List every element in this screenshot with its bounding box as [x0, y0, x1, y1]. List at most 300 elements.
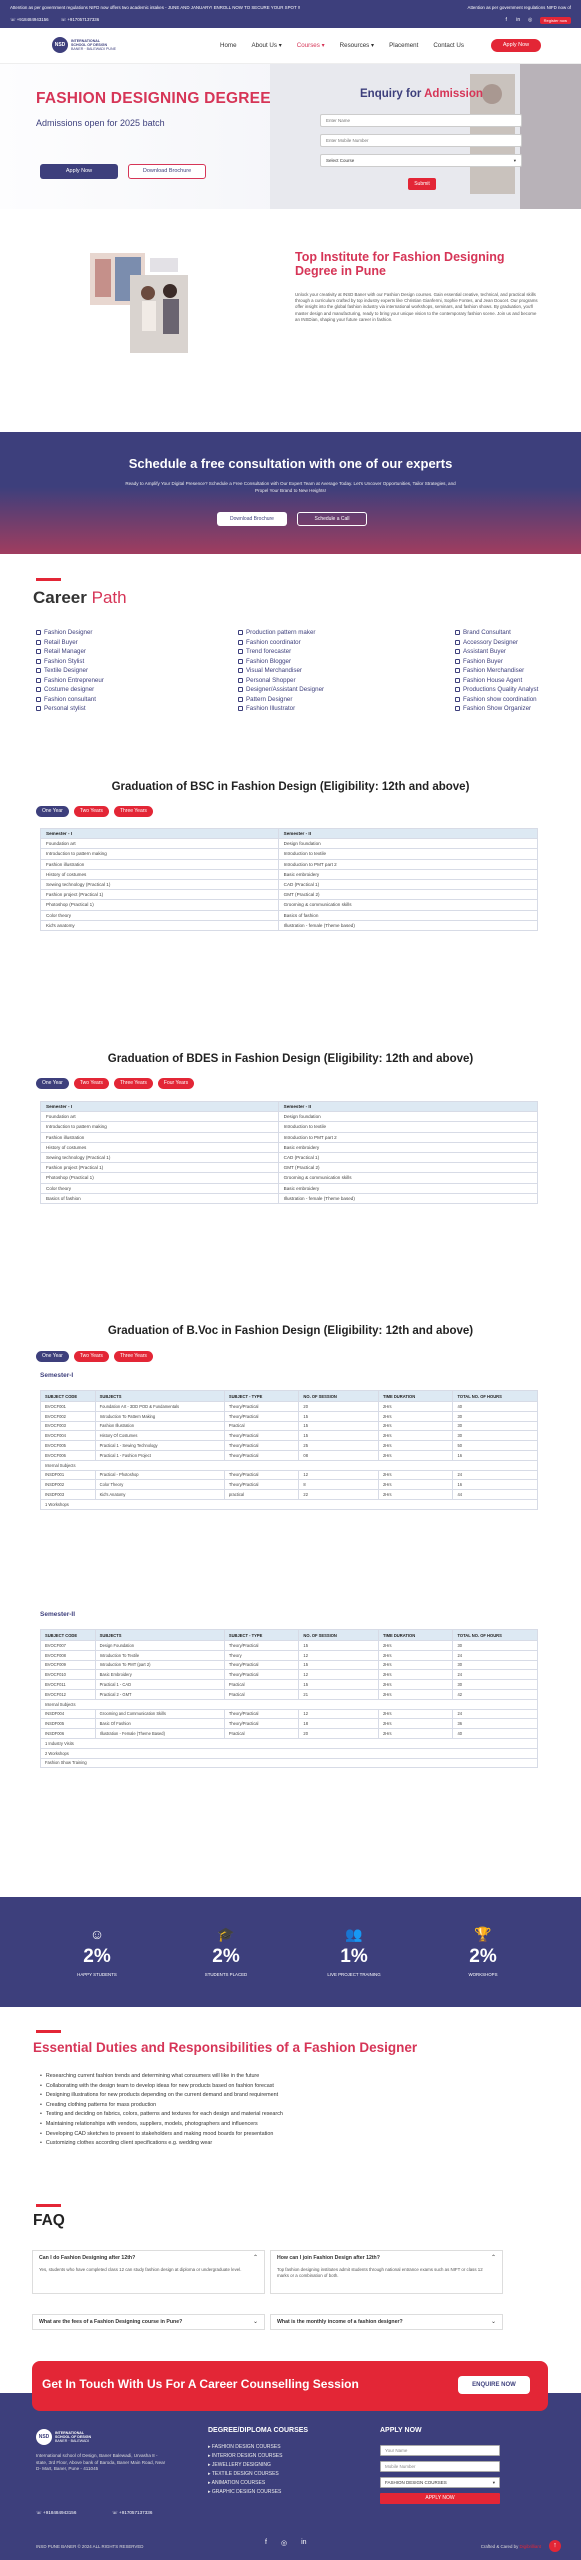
column-header: NO. OF SESSION — [299, 1391, 379, 1402]
course-select[interactable]: Select Course ▾ — [320, 154, 522, 167]
table-row — [41, 1402, 538, 1412]
table-cell: 1 Industry Visits — [41, 1738, 538, 1748]
table-cell: BVOCF001 — [41, 1402, 96, 1412]
table-row — [41, 1450, 538, 1460]
footer-apply-button[interactable]: APPLY NOW — [380, 2493, 500, 2504]
bvoc-semester-2-table — [40, 1629, 538, 1768]
main-nav — [0, 28, 581, 64]
table-cell: 30 — [453, 1411, 538, 1421]
table-row — [41, 1480, 538, 1490]
chevron-down-icon: ▾ — [513, 158, 516, 163]
career-item — [455, 676, 538, 686]
table-cell: Grooming and Communication Skills — [95, 1709, 224, 1719]
download-brochure-button[interactable]: Download Brochure — [128, 164, 206, 179]
faq-item-1[interactable]: Can I do Fashion Designing after 12th? ⌃ Yes, students who have completed class 12 can study fashion design at diploma or undergraduate level. — [32, 2250, 265, 2294]
career-item-label: Pattern Designer — [246, 695, 293, 703]
faq-item-4[interactable]: What is the monthly income of a fashion designer? ⌄ — [270, 2314, 503, 2330]
chevron-down-icon: ⌄ — [490, 2319, 496, 2325]
checkbox-icon — [238, 668, 243, 673]
table-cell: Theory/Practical — [224, 1441, 299, 1451]
table-cell: Basics of fashion — [41, 1193, 279, 1203]
table-cell: 25 — [299, 1441, 379, 1451]
table-cell: INSDF001 — [41, 1470, 96, 1480]
schedule-call-button[interactable]: Schedule a Call — [297, 512, 367, 526]
career-item-label: Textile Designer — [44, 667, 89, 674]
footer-phone-2[interactable]: ☏ +917057137336 — [112, 2510, 153, 2515]
career-item-label: Fashion House Agent — [463, 676, 523, 684]
tab-three-years[interactable]: Three Years — [114, 1351, 153, 1362]
footer-address: International school of Design, Baner Balewadi, Urvasha 8 - state, 3rd Floor, Above bank of Baroda, Baner Main Road, Near D- Mart, Baner, Pune - 411045 — [36, 2453, 166, 2472]
table-cell: Theory/Practical — [224, 1402, 299, 1412]
mobile-input[interactable] — [320, 134, 522, 147]
table-row — [41, 1411, 538, 1421]
table-row — [41, 920, 538, 930]
table-cell: 18 — [299, 1719, 379, 1729]
table-row — [41, 910, 538, 920]
table-cell: 2Hrs — [378, 1709, 453, 1719]
column-header: TIME DURATION — [378, 1630, 453, 1641]
table-cell: BVOCF012 — [41, 1689, 96, 1699]
table-cell: 2 Workshops — [41, 1748, 538, 1758]
hero-title: FASHION DESIGNING DEGREE — [36, 90, 271, 107]
career-item — [238, 657, 324, 667]
table-row — [41, 1142, 538, 1152]
table-row — [41, 1163, 538, 1173]
career-item-label: Fashion Blogger — [246, 657, 292, 665]
checkbox-icon — [455, 649, 460, 654]
career-item — [36, 685, 104, 695]
table-cell: BVOCF011 — [41, 1680, 96, 1690]
career-item — [36, 666, 104, 676]
section-accent-bar — [36, 2204, 61, 2207]
table-cell: History of costumes — [41, 1142, 279, 1152]
table-cell: 24 — [453, 1470, 538, 1480]
bvoc-title: Graduation of B.Voc in Fashion Design (Eligibility: 12th and above) — [107, 1325, 474, 1337]
table-row — [41, 1132, 538, 1142]
table-row — [41, 1193, 538, 1203]
table-cell: INSDF005 — [41, 1719, 96, 1729]
table-cell: Kid's anatomy — [41, 920, 279, 930]
table-cell: 22 — [299, 1490, 379, 1500]
career-column-1 — [36, 628, 104, 714]
table-cell: 15 — [299, 1660, 379, 1670]
table-cell: Introduction To PMT (part 2) — [95, 1660, 224, 1670]
table-cell: INSDF004 — [41, 1709, 96, 1719]
list-item: • Testing and deciding on fabrics, colors, patterns and textures for each design and material research — [40, 2110, 283, 2120]
footer-course-label: JEWELLERY DESIGNING — [211, 2462, 271, 2468]
table-cell: 2Hrs — [378, 1441, 453, 1451]
chevron-up-icon: ⌃ — [252, 2255, 258, 2261]
table-row — [41, 1460, 538, 1470]
column-header: SUBJECT CODE — [41, 1391, 96, 1402]
tab-two-years[interactable]: Two Years — [74, 1351, 109, 1362]
tab-three-years[interactable]: Three Years — [114, 806, 153, 817]
nav-contact-us[interactable]: Contact Us — [433, 42, 464, 49]
bsc-table — [40, 828, 538, 931]
column-header: SUBJECTS — [95, 1630, 224, 1641]
semester-2-label: Semester-II — [40, 1611, 76, 1618]
table-cell: Grooming & communication skills — [278, 900, 537, 910]
checkbox-icon — [36, 697, 41, 702]
checkbox-icon — [455, 659, 460, 664]
bdes-table — [40, 1101, 538, 1204]
checkbox-icon — [455, 687, 460, 692]
about-title: Top Institute for Fashion Designing Degree in Pune — [295, 250, 505, 278]
table-cell: 30 — [453, 1641, 538, 1651]
table-cell: 30 — [453, 1680, 538, 1690]
table-cell: Practical 1 - Fashion Project — [95, 1450, 224, 1460]
instagram-icon[interactable]: ◎ — [527, 16, 533, 23]
table-row — [41, 1660, 538, 1670]
table-row — [41, 859, 538, 869]
announcement-text: Attention as per government regulations NIFD now offers two academic intakes - JUNE AND JANUARY! ENROLL NOW TO SECURE YOUR SPOT !! — [10, 4, 301, 10]
announcement-row — [10, 4, 571, 10]
checkbox-icon — [238, 659, 243, 664]
table-cell: Practical — [224, 1680, 299, 1690]
checkbox-icon — [238, 649, 243, 654]
table-cell: Theory/Practical — [224, 1709, 299, 1719]
career-item — [36, 704, 104, 714]
hero-apply-button[interactable]: Apply Now — [40, 164, 118, 179]
footer-course-label: INTERIOR DESIGN COURSES — [211, 2453, 283, 2459]
career-item — [238, 638, 324, 648]
table-row — [41, 1173, 538, 1183]
career-item — [455, 628, 538, 638]
column-header: Semester - I — [41, 829, 279, 839]
table-cell: GMT (Practical 2) — [278, 1163, 537, 1173]
table-cell: Basic embroidery — [278, 1183, 537, 1193]
nav-placement[interactable]: Placement — [389, 42, 419, 49]
table-cell: 2Hrs — [378, 1450, 453, 1460]
career-column-2 — [238, 628, 324, 714]
checkbox-icon — [455, 678, 460, 683]
career-item-label: Fashion Buyer — [463, 657, 503, 665]
enquiry-title: Enquiry for Admission — [360, 88, 483, 100]
instagram-icon[interactable]: ◎ — [280, 2540, 288, 2547]
footer-course-link[interactable]: ▸ INTERIOR DESIGN COURSES — [208, 2453, 283, 2459]
checkbox-icon — [238, 630, 243, 635]
career-item-label: Retail Manager — [44, 648, 86, 655]
career-item — [455, 685, 538, 695]
career-item-label: Personal Shopper — [246, 676, 296, 684]
table-cell: Theory/Practical — [224, 1660, 299, 1670]
table-cell: 2Hrs — [378, 1660, 453, 1670]
scroll-to-top-icon[interactable]: ↑ — [549, 2540, 561, 2552]
table-cell: CAD (Practical 1) — [278, 879, 537, 889]
table-cell: Photoshop (Practical 1) — [41, 900, 279, 910]
footer-logo[interactable]: NSD INTERNATIONAL SCHOOL OF DESIGN BANER · BALEWADI — [36, 2429, 91, 2445]
career-item-label: Accessory Designer — [463, 638, 519, 646]
table-cell: BVOCF008 — [41, 1650, 96, 1660]
career-item-label: Fashion Illustrator — [246, 705, 296, 712]
footer-course-link[interactable]: ▸ ANIMATION COURSES — [208, 2480, 266, 2486]
table-cell: 44 — [453, 1490, 538, 1500]
footer-course-label: ANIMATION COURSES — [211, 2480, 266, 2486]
table-cell: 12 — [299, 1670, 379, 1680]
tab-one-year[interactable]: One Year — [36, 806, 69, 817]
facebook-icon[interactable]: f — [505, 16, 507, 23]
faq-item-3[interactable]: What are the fees of a Fashion Designing course in Pune? ⌄ — [32, 2314, 265, 2330]
career-item-label: Productions Quality Analyst — [463, 686, 539, 693]
phone-link-1[interactable]: ☏ +918484943156 — [10, 17, 49, 22]
table-cell: BVOCF003 — [41, 1421, 96, 1431]
career-item — [455, 657, 538, 667]
footer-course-link[interactable]: ▸ GRAPHIC DESIGN COURSES — [208, 2489, 282, 2495]
footer-apply-title: APPLY NOW — [380, 2427, 422, 2434]
table-cell: 2Hrs — [378, 1490, 453, 1500]
nav-courses[interactable]: Courses ▾ — [296, 42, 325, 49]
table-cell: 50 — [453, 1441, 538, 1451]
column-header: Semester - II — [278, 1102, 537, 1112]
column-header: NO. OF SESSION — [299, 1630, 379, 1641]
table-row — [41, 849, 538, 859]
table-cell: 30 — [453, 1431, 538, 1441]
career-item-label: Fashion coordinator — [246, 638, 301, 646]
table-cell: Theory/Practical — [224, 1719, 299, 1729]
table-cell: Fashion project (Practical 1) — [41, 1163, 279, 1173]
list-item: • Creating clothing patterns for mass production — [40, 2101, 283, 2111]
table-cell: Internal Subjects — [41, 1699, 538, 1709]
table-cell: Practical 1 - CAD — [95, 1680, 224, 1690]
career-item — [36, 647, 104, 657]
nav-home[interactable]: Home — [220, 42, 237, 49]
table-cell: Fashion Illustration — [95, 1421, 224, 1431]
checkbox-icon — [238, 687, 243, 692]
table-cell: Introduction To Pattern Making — [95, 1411, 224, 1421]
table-cell: Practical — [224, 1729, 299, 1739]
footer-phone-1[interactable]: ☏ +918484943156 — [36, 2510, 77, 2515]
career-item-label: Designer/Assistant Designer — [246, 686, 325, 693]
apply-now-button[interactable]: Apply Now — [491, 39, 541, 52]
table-cell: Design foundation — [278, 839, 537, 849]
career-item — [36, 628, 104, 638]
career-item — [238, 695, 324, 705]
tab-four-years[interactable]: Four Years — [158, 1078, 194, 1089]
table-row — [41, 1709, 538, 1719]
table-row — [41, 1441, 538, 1451]
stat-happy-students: ☺ 2% HAPPY STUDENTS — [57, 1925, 137, 1977]
checkbox-icon — [455, 697, 460, 702]
faq-item-2[interactable]: How can I join Fashion Design after 12th? ⌃ Top fashion designing institutes admit students through national entrance exams such as NIFT or class 12 marks or a combination of both. — [270, 2250, 503, 2294]
users-icon: 👥 — [345, 1926, 363, 1942]
name-input[interactable] — [320, 114, 522, 127]
table-cell: 16 — [453, 1480, 538, 1490]
site-footer — [0, 2393, 581, 2560]
table-cell: Grooming & communication skills — [278, 1173, 537, 1183]
copyright: INSD PUNE BANER © 2024 ALL RIGHTS RESERVED — [36, 2544, 144, 2549]
table-cell: 2Hrs — [378, 1431, 453, 1441]
checkbox-icon — [238, 640, 243, 645]
table-cell: practical — [224, 1490, 299, 1500]
table-row — [41, 1122, 538, 1132]
table-cell: BVOCF010 — [41, 1670, 96, 1680]
career-item-label: Fashion Designer — [44, 629, 93, 636]
chevron-down-icon: ▾ — [492, 2480, 495, 2485]
table-cell: Design foundation — [278, 1112, 537, 1122]
checkbox-icon — [36, 640, 41, 645]
table-row — [41, 879, 538, 889]
career-item-label: Production pattern maker — [246, 629, 316, 636]
table-cell: Practical 2 - GMT — [95, 1689, 224, 1699]
footer-name-input[interactable]: Your Name — [380, 2445, 500, 2456]
career-item-label: Fashion Entrepreneur — [44, 676, 104, 684]
tab-three-years[interactable]: Three Years — [114, 1078, 153, 1089]
career-item-label: Fashion Stylist — [44, 657, 85, 665]
table-cell: Kid's Anatomy — [95, 1490, 224, 1500]
table-cell: Basic embroidery — [278, 869, 537, 879]
footer-course-label: FASHION DESIGN COURSES — [211, 2444, 281, 2450]
consult-download-brochure-button[interactable]: Download Brochure — [217, 512, 287, 526]
table-cell: 21 — [299, 1689, 379, 1699]
enquiry-submit-button[interactable]: Submit — [408, 178, 436, 190]
list-item: • Developing CAD sketches to present to stakeholders and making mood boards for presentation — [40, 2130, 283, 2140]
table-cell: History of costumes — [41, 869, 279, 879]
list-item: • Collaborating with the design team to develop ideas for new products based on fashion forecast — [40, 2082, 283, 2092]
table-cell: Sewing technology (Practical 1) — [41, 1152, 279, 1162]
checkbox-icon — [238, 706, 243, 711]
site-logo[interactable]: NSD INTERNATIONAL SCHOOL OF DESIGN BANER · BALEWADI PUNE — [52, 36, 122, 54]
table-cell: 2Hrs — [378, 1650, 453, 1660]
chevron-up-icon: ⌃ — [490, 2255, 496, 2261]
bdes-year-tabs — [36, 1078, 194, 1089]
table-cell: Design Foundation — [95, 1641, 224, 1651]
semester-1-label: Semester-I — [40, 1372, 74, 1379]
trophy-icon: 🏆 — [474, 1926, 492, 1942]
table-cell: BVOCF004 — [41, 1431, 96, 1441]
career-item-label: Visual Merchandiser — [246, 667, 302, 674]
linkedin-icon[interactable]: in — [301, 2539, 307, 2546]
section-accent-bar — [36, 578, 61, 581]
table-cell: Practical - Photoshop — [95, 1470, 224, 1480]
linkedin-icon[interactable]: in — [516, 16, 521, 23]
table-row — [41, 1689, 538, 1699]
table-cell: BVOCF007 — [41, 1641, 96, 1651]
footer-courses-title: DEGREE/DIPLOMA COURSES — [208, 2427, 309, 2434]
register-now-button[interactable]: Register now — [540, 17, 571, 24]
career-item-label: Fashion show coordination — [463, 695, 537, 703]
table-cell: INSDF006 — [41, 1729, 96, 1739]
career-item — [455, 647, 538, 657]
footer-course-select[interactable]: FASHION DESIGN COURSES ▾ — [380, 2477, 500, 2488]
column-header: SUBJECTS — [95, 1391, 224, 1402]
footer-course-link[interactable]: ▸ JEWELLERY DESIGNING — [208, 2462, 271, 2468]
table-row — [41, 1748, 538, 1758]
table-cell: 2Hrs — [378, 1689, 453, 1699]
career-item — [455, 695, 538, 705]
column-header: TIME DURATION — [378, 1391, 453, 1402]
table-cell: Introduction to textile — [278, 1122, 537, 1132]
table-cell: Introduction to pattern making — [41, 1122, 279, 1132]
table-cell: Color Theory — [95, 1480, 224, 1490]
bvoc-semester-1-table — [40, 1390, 538, 1510]
bsc-year-tabs — [36, 806, 153, 817]
table-cell: Illustration - female (Theme based) — [278, 1193, 537, 1203]
career-item — [455, 666, 538, 676]
table-cell: INSDF003 — [41, 1490, 96, 1500]
table-cell: History Of Costumes — [95, 1431, 224, 1441]
table-row — [41, 869, 538, 879]
footer-course-link[interactable]: ▸ FASHION DESIGN COURSES — [208, 2444, 281, 2450]
table-cell: 24 — [453, 1709, 538, 1719]
career-item — [36, 638, 104, 648]
checkbox-icon — [36, 687, 41, 692]
announcement-text-repeat: Attention as per government regulations NIFD now of — [467, 4, 571, 10]
career-item-label: Fashion consultant — [44, 695, 96, 703]
table-cell: Introduction to pattern making — [41, 849, 279, 859]
table-cell: 2Hrs — [378, 1719, 453, 1729]
table-row — [41, 1738, 538, 1748]
checkbox-icon — [238, 697, 243, 702]
table-cell: 15 — [299, 1680, 379, 1690]
enquire-now-button[interactable]: ENQUIRE NOW — [458, 2376, 530, 2394]
list-item: • Designing illustrations for new products depending on the current demand and brand requirement — [40, 2091, 283, 2101]
table-cell: Fashion Show Training — [41, 1758, 538, 1768]
table-cell: BVOCF006 — [41, 1450, 96, 1460]
column-header: Semester - I — [41, 1102, 279, 1112]
column-header: SUBJECT - TYPE — [224, 1391, 299, 1402]
table-cell: GMT (Practical 2) — [278, 890, 537, 900]
counselling-cta — [32, 2361, 548, 2411]
career-item-label: Fashion Merchandiser — [463, 667, 525, 674]
facebook-icon[interactable]: f — [265, 2539, 267, 2546]
table-cell: 40 — [453, 1402, 538, 1412]
table-cell: Theory/Practical — [224, 1431, 299, 1441]
tab-two-years[interactable]: Two Years — [74, 1078, 109, 1089]
table-cell: Theory/Practical — [224, 1470, 299, 1480]
table-cell: 2Hrs — [378, 1402, 453, 1412]
table-cell: 12 — [299, 1650, 379, 1660]
column-header: TOTAL NO. OF HOURS — [453, 1630, 538, 1641]
footer-courses-list — [208, 2443, 282, 2497]
column-header: SUBJECT CODE — [41, 1630, 96, 1641]
table-row — [41, 1183, 538, 1193]
table-cell: 08 — [299, 1450, 379, 1460]
duties-list — [40, 2072, 283, 2149]
table-row — [41, 1431, 538, 1441]
table-cell: 20 — [299, 1402, 379, 1412]
nav-about-us[interactable]: About Us ▾ — [251, 42, 282, 49]
table-row — [41, 1641, 538, 1651]
career-item — [36, 695, 104, 705]
table-cell: 24 — [453, 1650, 538, 1660]
table-cell: Introduction To Textile — [95, 1650, 224, 1660]
stats-band — [0, 1897, 581, 2007]
career-item — [238, 666, 324, 676]
checkbox-icon — [455, 668, 460, 673]
footer-course-link[interactable]: ▸ TEXTILE DESIGN COURSES — [208, 2471, 279, 2477]
table-cell: 8 — [299, 1480, 379, 1490]
tab-two-years[interactable]: Two Years — [74, 806, 109, 817]
nav-resources[interactable]: Resources ▾ — [339, 42, 375, 49]
table-cell: Basics of fashion — [278, 910, 537, 920]
column-header: Semester - II — [278, 829, 537, 839]
table-cell: 15 — [299, 1421, 379, 1431]
stat-students-placed: 🎓 2% STUDENTS PLACED — [186, 1925, 266, 1977]
cta-title: Get In Touch With Us For A Career Counselling Session — [42, 2377, 359, 2391]
tab-one-year[interactable]: One Year — [36, 1078, 69, 1089]
consultation-title: Schedule a free consultation with one of our experts — [128, 456, 453, 471]
career-item-label: Assistant Buyer — [463, 648, 506, 655]
career-item — [36, 676, 104, 686]
checkbox-icon — [36, 659, 41, 664]
tab-one-year[interactable]: One Year — [36, 1351, 69, 1362]
footer-mobile-input[interactable]: Mobile Number — [380, 2461, 500, 2472]
table-cell: Introduction to textile — [278, 849, 537, 859]
phone-link-2[interactable]: ☏ +917057137336 — [60, 17, 100, 22]
table-cell: Theory/Practical — [224, 1411, 299, 1421]
table-row — [41, 890, 538, 900]
faq-title: FAQ — [33, 2212, 65, 2229]
